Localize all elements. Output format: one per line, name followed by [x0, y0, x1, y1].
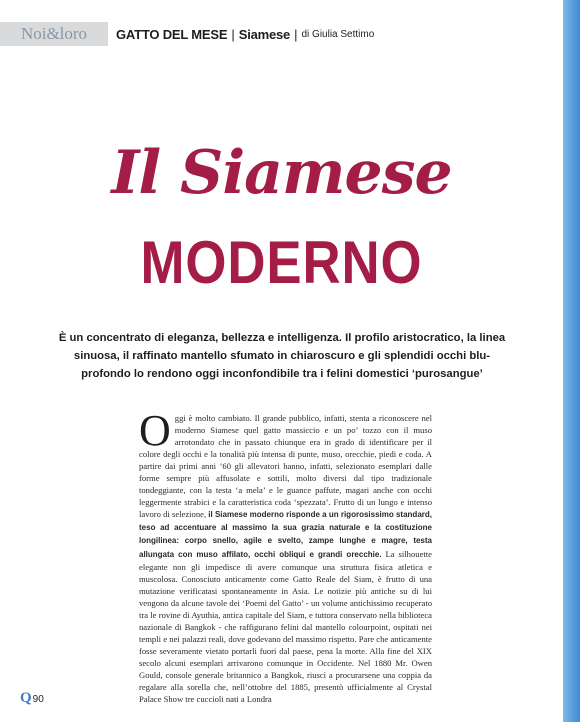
lead-paragraph: È un concentrato di eleganza, bellezza e intelligenza. Il profilo aristocratico, la linea sinuosa, il raffinato mantello sfumato in chiaroscuro e gli splendidi occhi blu-profondo lo rendono oggi inconfondibile tra i felini domestici ‘purosangue’	[58, 332, 506, 380]
title-caps: MODERNO	[140, 229, 423, 296]
header-separator: |	[294, 26, 298, 42]
breed-label: Siamese	[238, 26, 291, 42]
header-separator: |	[231, 26, 235, 42]
section-tab	[0, 22, 108, 46]
drop-cap: O	[139, 406, 171, 455]
article-body	[139, 406, 432, 705]
page-number: 90	[32, 694, 44, 705]
body-text-2: La silhouette elegante non gli impedisce di avere comunque una struttura fisica atletica e muscolosa. Conosciuto anticamente come Gatto Reale del Siam, è frutto di una mutazione verificatasi spontaneamente in Asia. Le notizie più antiche su di lui vengono da alcune tavole dei ‘Poemi del Gatto’ - un volume antichissimo recuperato tra le rovine di Ayuthia, antica capitale del Siam, e tuttora conservato nella biblioteca nazionale di Bangkok - che raffigurano felini dal mantello colourpoint, ospitati nei templi e nei palazzi reali, dove godevano del massimo rispetto. Pare che anticamente fosse severamente vietato portarli fuori dal paese, pena la morte. Alla fine del XIX secolo alcuni esemplari arrivarono comunque in Occidente. Nel 1880 Mr. Owen Gould, console generale britannico a Bangkok, riuscì a procurarsene una coppia da regalare alla sorella che, nell’ottobre del 1885, presentò ufficialmente al Crystal Palace Show tre cuccioli nati a Londra	[139, 548, 432, 705]
column-label: GATTO DEL MESE	[116, 26, 228, 42]
title-script: Il Siamese	[111, 138, 452, 208]
author-label: di Giulia Settimo	[301, 28, 375, 40]
side-color-bar	[563, 0, 580, 722]
header-text	[116, 27, 374, 42]
magazine-logo-icon: Q	[20, 690, 32, 706]
running-header	[0, 22, 374, 46]
body-text-bold: il Siamese moderno risponde a un rigorosissimo standard, teso ad accentuare al massimo la sua grazia naturale e la costituzione longilinea: corpo snello, agile e svelto, zampe lunghe e magre, testa allungata con muso affilato, occhi obliqui e grandi orecchie.	[139, 510, 432, 559]
body-text-1: ggi è molto cambiato. Il grande pubblico, infatti, stenta a riconoscere nel moderno Siamese quel gatto massiccio e un po’ tozzo con il muso arrotondato che in passato chiunque era in grado di identificare per il colore degli occhi e la tonalità più intensa di punte, muso, orecchie, piedi e coda. A partire dai primi anni ’60 gli allevatori hanno, infatti, selezionato esemplari dalle forme sempre più affusolate e sottili, molto diversi dal tipo tradizionale tondeggiante, con la testa ‘a mela’ e le guance paffute, magari anche con occhi leggermente strabici e la caratteristica coda ‘spezzata’. Frutto di un lungo e intenso lavoro di selezione,	[139, 413, 432, 520]
section-label: Noi&loro	[20, 24, 88, 43]
page-folio	[20, 690, 44, 707]
